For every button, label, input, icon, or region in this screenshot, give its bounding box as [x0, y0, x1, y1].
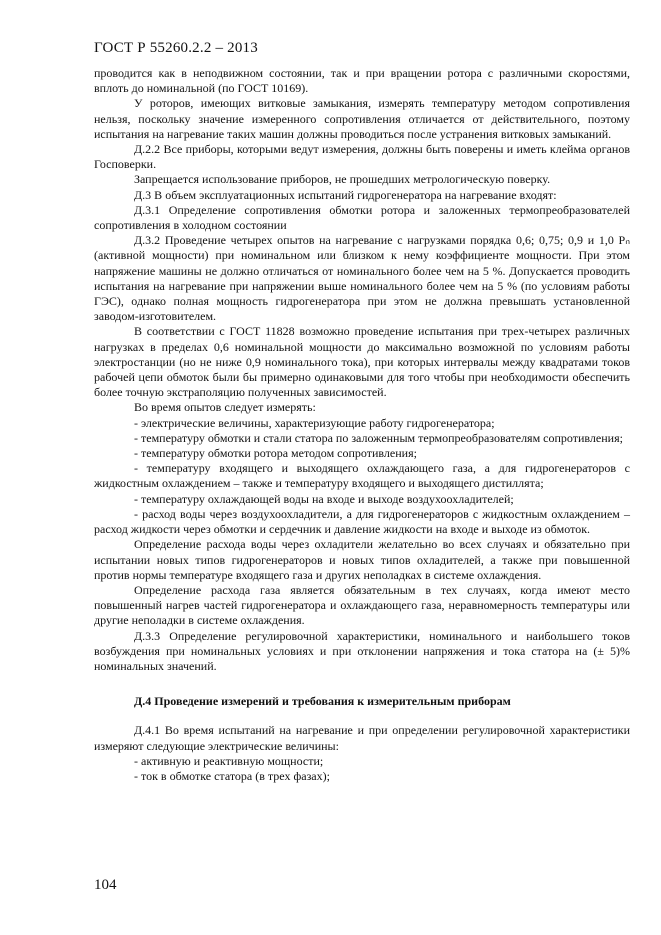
list-item: - активную и реактивную мощности;: [134, 753, 324, 768]
paragraph: Определение расхода газа является обязательным в тех случаях, когда имеют место повышенный нагрев частей гидрогенератора и охлаждающего газа, неравномерность температуры или другие неполадки в системе охлаждения.: [94, 582, 630, 628]
document-body: [94, 66, 630, 784]
paragraph: Д.3.2 Проведение четырех опытов на нагревание с нагрузками порядка 0,6; 0,75; 0,9 и 1,0 Pₙ (активной мощности) при номинальном или близком к нему коэффициенте мощности. При этом напряжение машины не должно отличаться от номинального более чем на 5 %. Допускается проводить испытания на нагревание при напряжении выше номинального более чем на 5 % (по условиям работы ГЭС), однако полная мощность гидрогенератора при этом не должна превышать установленной заводом-изготовителем.: [94, 233, 630, 324]
paragraph: Во время опытов следует измерять:: [134, 400, 316, 415]
paragraph: Определение расхода воды через охладители желательно во всех случаях и обязательно при испытании новых типов гидрогенераторов и новых типов охладителей, а также при повышенной против нормы температуре входящего газа и других неполадках в системе охлаждения.: [94, 537, 630, 582]
paragraph: В соответствии с ГОСТ 11828 возможно проведение испытания при трех-четырех различных нагрузках в пределах 0,6 номинальной мощности до максимально возможной по условиям работы электростанции (но не ниже 0,9 номинального тока), при которых интервалы между квадратами токов рабочей цепи обмоток были бы примерно одинаковыми для того чтобы при необходимости обеспечить более точную экстраполяцию полученных зависимостей.: [94, 324, 630, 400]
list-item: - температуру входящего и выходящего охлаждающего газа, а для гидрогенераторов с жидкостным охлаждением – также и температуру входящего и выходящего дистиллята;: [94, 461, 630, 491]
list-item: - электрические величины, характеризующие работу гидрогенератора;: [134, 415, 495, 430]
section-heading: Д.4 Проведение измерений и требования к измерительным приборам: [134, 694, 511, 709]
list-item: - температуру обмотки ротора методом сопротивления;: [134, 446, 417, 461]
list-item: - температуру охлаждающей воды на входе и выходе воздухоохладителей;: [134, 491, 514, 506]
list-item: - расход воды через воздухоохладители, а для гидрогенераторов с жидкостным охлаждением – расход жидкости через обмотки и сердечник и давление жидкости на входе и выходе из обмоток.: [94, 506, 630, 537]
section-spacer: [94, 674, 630, 688]
paragraph: Д.2.2 Все приборы, которыми ведут измерения, должны быть поверены и иметь клейма органов Госповерки.: [94, 142, 630, 172]
paragraph: Запрещается использование приборов, не прошедших метрологическую поверку.: [134, 172, 551, 187]
list-item: - ток в обмотке статора (в трех фазах);: [134, 768, 330, 783]
document-header: ГОСТ Р 55260.2.2 – 2013: [94, 40, 258, 56]
list-item: - температуру обмотки и стали статора по заложенным термопреобразователям сопротивления;: [134, 430, 623, 445]
paragraph: У роторов, имеющих витковые замыкания, измерять температуру методом сопротивления нельзя, поскольку значение измеренного сопротивления отличается от действительного, поэтому испытания на нагревание таких машин должны проводиться после устранения витковых замыканий.: [94, 96, 630, 141]
paragraph: Д.3.3 Определение регулировочной характеристики, номинального и наибольшего токов возбуждения при номинальных условиях и при отклонении напряжения и тока статора на (± 5)% номинальных значений.: [94, 628, 630, 673]
paragraph: Д.3.1 Определение сопротивления обмотки ротора и заложенных термопреобразователей сопротивления в холодном состоянии: [94, 202, 630, 233]
paragraph: Д.3 В объем эксплуатационных испытаний гидрогенератора на нагревание входят:: [134, 187, 557, 202]
page-number: 104: [94, 877, 117, 893]
paragraph: проводится как в неподвижном состоянии, так и при вращении ротора с различными скоростями, вплоть до номинальной (по ГОСТ 10169).: [94, 66, 630, 96]
paragraph: Д.4.1 Во время испытаний на нагревание и при определении регулировочной характеристики измеряют следующие электрические величины:: [94, 723, 630, 753]
